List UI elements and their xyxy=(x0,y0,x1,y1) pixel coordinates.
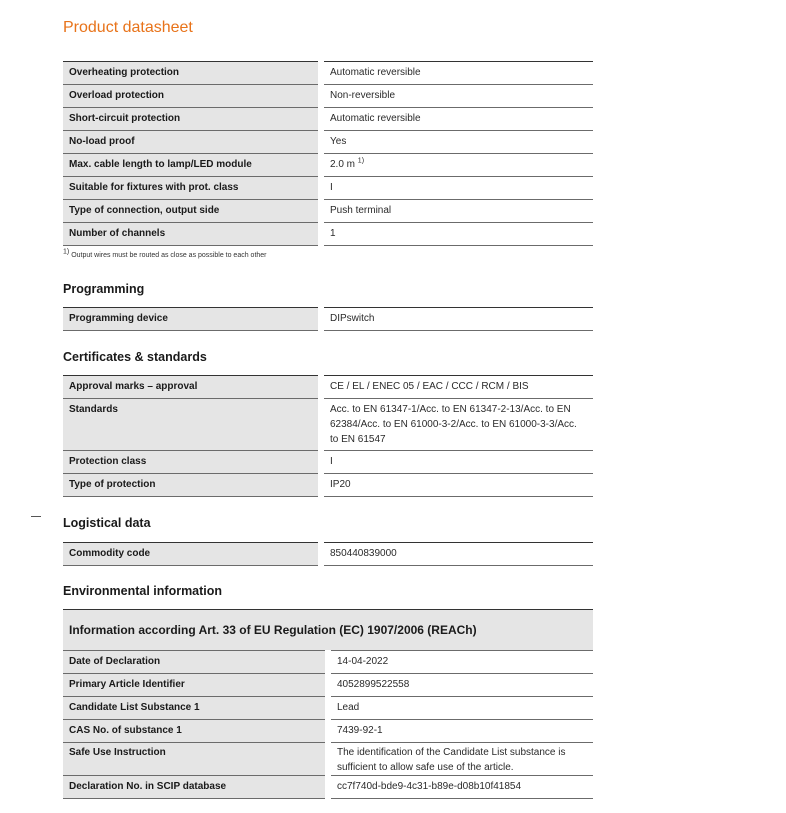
row-key: Standards xyxy=(63,399,321,451)
reach-header-text: Information according Art. 33 of EU Regulation (EC) 1907/2006 (REACh) xyxy=(63,610,593,651)
row-value xyxy=(321,154,593,177)
row-value: Acc. to EN 61347-1/Acc. to EN 61347-2-13/Acc. to EN 62384/Acc. to EN 61000-3-2/Acc. to EN 61000-3-3/Acc. to EN 61547 xyxy=(321,399,593,451)
row-value: Non-reversible xyxy=(321,85,593,108)
row-key: Max. cable length to lamp/LED module xyxy=(63,154,321,177)
table-row xyxy=(63,743,593,776)
row-value: Automatic reversible xyxy=(321,108,593,131)
table-row xyxy=(63,308,593,331)
row-key: No-load proof xyxy=(63,131,321,154)
table-row xyxy=(63,85,593,108)
row-key: Protection class xyxy=(63,451,321,474)
row-value: I xyxy=(321,177,593,200)
row-value: cc7f740d-bde9-4c31-b89e-d08b10f41854 xyxy=(328,776,593,799)
footnote-ref: 1) xyxy=(357,157,365,165)
row-key: Approval marks – approval xyxy=(63,376,321,399)
row-value: CE / EL / ENEC 05 / EAC / CCC / RCM / BIS xyxy=(321,376,593,399)
reach-table-header xyxy=(63,610,593,651)
table-row xyxy=(63,451,593,474)
table-row xyxy=(63,776,593,799)
row-value: Yes xyxy=(321,131,593,154)
row-value: 1 xyxy=(321,223,593,246)
row-value: 7439-92-1 xyxy=(328,720,593,743)
certificates-table xyxy=(63,375,593,497)
row-key: Commodity code xyxy=(63,543,321,566)
row-key: Type of connection, output side xyxy=(63,200,321,223)
row-key: Number of channels xyxy=(63,223,321,246)
table-row xyxy=(63,177,593,200)
table-row xyxy=(63,474,593,497)
row-key: Type of protection xyxy=(63,474,321,497)
table-row xyxy=(63,651,593,674)
margin-mark xyxy=(31,516,41,517)
section-title-certificates: Certificates & standards xyxy=(63,350,207,364)
table-row xyxy=(63,399,593,451)
row-key: Overheating protection xyxy=(63,62,321,85)
table-row xyxy=(63,223,593,246)
row-value: Push terminal xyxy=(321,200,593,223)
row-value: 850440839000 xyxy=(321,543,593,566)
row-key: Primary Article Identifier xyxy=(63,674,328,697)
row-key: Safe Use Instruction xyxy=(63,743,328,776)
table-row xyxy=(63,154,593,177)
row-value: Lead xyxy=(328,697,593,720)
table-row xyxy=(63,376,593,399)
row-key: CAS No. of substance 1 xyxy=(63,720,328,743)
cable-length-value: 2.0 m xyxy=(330,159,356,170)
footnote xyxy=(63,248,267,259)
row-value: I xyxy=(321,451,593,474)
table-row xyxy=(63,674,593,697)
row-value: 4052899522558 xyxy=(328,674,593,697)
row-value: 14-04-2022 xyxy=(328,651,593,674)
row-key: Declaration No. in SCIP database xyxy=(63,776,328,799)
row-key: Overload protection xyxy=(63,85,321,108)
row-key: Suitable for fixtures with prot. class xyxy=(63,177,321,200)
row-key: Date of Declaration xyxy=(63,651,328,674)
section-title-logistical: Logistical data xyxy=(63,516,151,530)
footnote-text: Output wires must be routed as close as possible to each other xyxy=(71,252,267,259)
row-value: IP20 xyxy=(321,474,593,497)
table-row xyxy=(63,543,593,566)
section-title-programming: Programming xyxy=(63,282,145,296)
programming-table xyxy=(63,307,593,331)
row-value: DIPswitch xyxy=(321,308,593,331)
table-row xyxy=(63,108,593,131)
table-row xyxy=(63,720,593,743)
table-row xyxy=(63,62,593,85)
table-row xyxy=(63,697,593,720)
section-title-environmental: Environmental information xyxy=(63,584,223,598)
reach-table xyxy=(63,609,593,799)
row-value: Automatic reversible xyxy=(321,62,593,85)
electrical-table xyxy=(63,61,593,246)
footnote-mark: 1) xyxy=(63,248,70,256)
logistical-table xyxy=(63,542,593,566)
row-key: Candidate List Substance 1 xyxy=(63,697,328,720)
row-value: The identification of the Candidate List substance is sufficient to allow safe use of the article. xyxy=(328,743,593,776)
table-row xyxy=(63,200,593,223)
table-row xyxy=(63,131,593,154)
page-title: Product datasheet xyxy=(63,19,193,36)
row-key: Short-circuit protection xyxy=(63,108,321,131)
row-key: Programming device xyxy=(63,308,321,331)
